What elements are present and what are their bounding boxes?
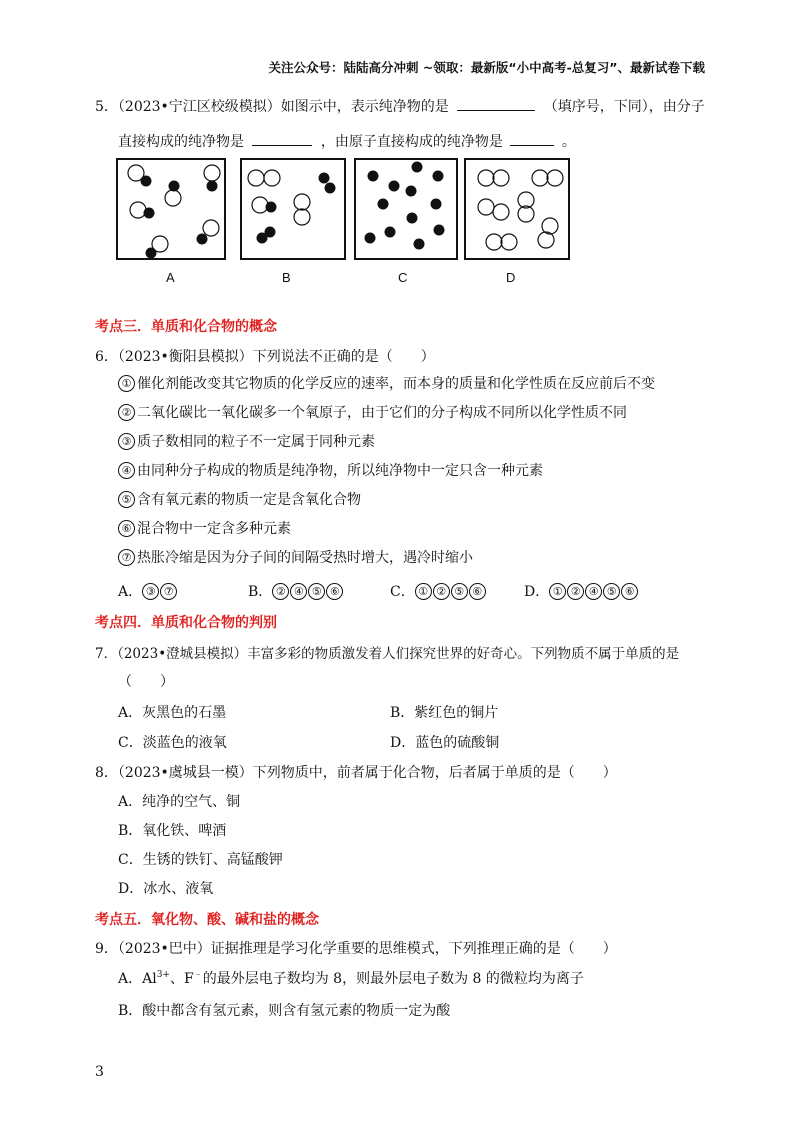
q6-item-3 xyxy=(118,431,375,451)
particle xyxy=(294,194,310,210)
particle xyxy=(532,170,548,186)
particle-diagram-d xyxy=(466,160,568,258)
q6-item-6 xyxy=(118,518,291,538)
option-number: ⑤ xyxy=(451,583,468,600)
item-number: ⑦ xyxy=(118,549,135,566)
particle xyxy=(478,199,494,215)
q5-text: 5．（2023•宁江区校级模拟）如图示中，表示纯净物的是 xyxy=(95,99,449,115)
item-text: 催化剂能改变其它物质的化学反应的速率，而本身的质量和化学性质在反应前后不变 xyxy=(137,376,655,392)
q5-blank-1[interactable] xyxy=(457,96,535,111)
particle-box-b xyxy=(240,158,346,260)
item-text: 由同种分子构成的物质是纯净物，所以纯净物中一定只含一种元素 xyxy=(137,463,543,479)
option-text: 的最外层电子数均为 8，则最外层电子数为 8 的微粒均为离子 xyxy=(202,971,584,987)
particle xyxy=(252,197,268,213)
particle xyxy=(130,202,146,218)
particle-box-a xyxy=(116,158,226,260)
particle xyxy=(406,186,417,197)
q6-item-4 xyxy=(118,460,543,480)
q7-stem: 7．（2023•澄城县模拟）丰富多彩的物质激发着人们探究世界的好奇心。下列物质不属于单质的是 xyxy=(95,646,680,662)
particle xyxy=(368,171,379,182)
item-text: 质子数相同的粒子不一定属于同种元素 xyxy=(137,434,375,450)
q8-option-d[interactable]: D．冰水、液氧 xyxy=(118,881,214,897)
q5-text: （填序号，下同），由分子 xyxy=(543,99,705,115)
option-label: B． xyxy=(248,584,273,600)
particle xyxy=(248,170,264,186)
particle xyxy=(486,234,502,250)
particle xyxy=(412,162,423,173)
particle xyxy=(319,173,330,184)
item-number: ⑤ xyxy=(118,491,135,508)
q5-line2 xyxy=(118,131,576,151)
particle xyxy=(385,227,396,238)
particle xyxy=(547,170,563,186)
particle xyxy=(325,183,336,194)
q7-option-c[interactable]: C．淡蓝色的液氧 xyxy=(118,735,227,751)
particle xyxy=(146,248,157,259)
q8-option-b[interactable]: B．氧化铁、啤酒 xyxy=(118,823,227,839)
item-text: 含有氧元素的物质一定是含氧化合物 xyxy=(137,492,361,508)
particle-diagram-c xyxy=(356,160,456,258)
option-number: ⑥ xyxy=(621,583,638,600)
q6-stem: 6．（2023•衡阳县模拟）下列说法不正确的是（ ） xyxy=(95,349,435,365)
q9-option-a[interactable] xyxy=(118,968,584,988)
option-number: ⑥ xyxy=(326,583,343,600)
page-header: 关注公众号：陆陆高分冲刺 ~领取：最新版“小中高考-总复习”、最新试卷下载 xyxy=(268,60,705,75)
page-number: 3 xyxy=(95,1064,104,1080)
particle-diagram-b xyxy=(242,160,344,258)
particle xyxy=(141,176,152,187)
section-5-title: 考点五．氧化物、酸、碱和盐的概念 xyxy=(95,912,319,928)
item-number: ① xyxy=(118,375,135,392)
q5-text: 直接构成的纯净物是 xyxy=(118,134,244,150)
q7-option-a[interactable]: A．灰黑色的石墨 xyxy=(118,705,227,721)
item-text: 混合物中一定含多种元素 xyxy=(137,521,291,537)
particle xyxy=(144,208,155,219)
particle xyxy=(407,213,418,224)
item-number: ② xyxy=(118,404,135,421)
option-number: ⑤ xyxy=(308,583,325,600)
particle xyxy=(265,227,276,238)
particle xyxy=(266,202,277,213)
q7-paren: （ ） xyxy=(118,674,174,690)
option-number: ④ xyxy=(585,583,602,600)
particle xyxy=(197,234,208,245)
q9-stem: 9．（2023•巴中）证据推理是学习化学重要的思维模式，下列推理正确的是（ ） xyxy=(95,941,617,957)
particle xyxy=(538,232,554,248)
option-number: ① xyxy=(415,583,432,600)
particle xyxy=(501,234,517,250)
q9-option-b[interactable]: B．酸中都含有氢元素，则含有氢元素的物质一定为酸 xyxy=(118,1003,451,1019)
q6-option-c[interactable] xyxy=(390,581,487,601)
option-number: ④ xyxy=(290,583,307,600)
box-label-c: C xyxy=(398,270,408,285)
option-number: ① xyxy=(549,583,566,600)
particle xyxy=(204,165,220,181)
q7-option-d[interactable]: D．蓝色的硫酸铜 xyxy=(390,735,500,751)
particle xyxy=(433,171,444,182)
particle-diagram-a xyxy=(118,160,224,258)
q7-option-b[interactable]: B．紫红色的铜片 xyxy=(390,705,499,721)
option-label: D． xyxy=(524,584,550,600)
particle xyxy=(478,170,494,186)
option-number: ② xyxy=(567,583,584,600)
charge-superscript: ﹣ xyxy=(193,970,203,980)
option-label: C． xyxy=(390,584,415,600)
section-3-title: 考点三．单质和化合物的概念 xyxy=(95,319,277,335)
particle xyxy=(431,199,442,210)
q6-item-5 xyxy=(118,489,361,509)
particle xyxy=(389,181,400,192)
q5-line1 xyxy=(95,96,705,116)
option-number: ⑤ xyxy=(603,583,620,600)
q5-blank-2[interactable] xyxy=(252,131,312,146)
item-number: ④ xyxy=(118,462,135,479)
particle xyxy=(493,204,509,220)
particle xyxy=(264,170,280,186)
q8-stem: 8．（2023•虞城县一模）下列物质中，前者属于化合物，后者属于单质的是（ ） xyxy=(95,765,617,781)
charge-superscript: 3+ xyxy=(156,970,170,980)
q5-text: ，由原子直接构成的纯净物是 xyxy=(320,134,503,150)
particle xyxy=(294,209,310,225)
box-label-d: D xyxy=(506,270,516,285)
item-text: 热胀冷缩是因为分子间的间隔受热时增大，遇冷时缩小 xyxy=(137,550,473,566)
option-number: ⑦ xyxy=(160,583,177,600)
particle xyxy=(378,199,389,210)
q8-option-c[interactable]: C．生锈的铁钉、高锰酸钾 xyxy=(118,852,283,868)
item-number: ⑥ xyxy=(118,520,135,537)
q6-option-d[interactable] xyxy=(524,581,639,601)
box-label-a: A xyxy=(166,270,175,285)
particle-box-c xyxy=(354,158,458,260)
particle-box-d xyxy=(464,158,570,260)
particle xyxy=(207,181,218,192)
option-number: ② xyxy=(272,583,289,600)
option-label: A． xyxy=(118,584,143,600)
q6-item-1 xyxy=(118,373,655,393)
q8-option-a[interactable]: A．纯净的空气、铜 xyxy=(118,794,241,810)
q6-item-7 xyxy=(118,547,473,567)
section-4-title: 考点四．单质和化合物的判别 xyxy=(95,615,277,631)
particle xyxy=(203,220,219,236)
particle xyxy=(365,233,376,244)
option-number: ② xyxy=(433,583,450,600)
particle xyxy=(165,190,181,206)
particle xyxy=(493,170,509,186)
q6-option-a[interactable] xyxy=(118,581,178,601)
item-number: ③ xyxy=(118,433,135,450)
particle xyxy=(434,225,445,236)
option-number: ⑥ xyxy=(469,583,486,600)
option-number: ③ xyxy=(142,583,159,600)
item-text: 二氧化碳比一氧化碳多一个氧原子，由于它们的分子构成不同所以化学性质不同 xyxy=(137,405,627,421)
option-text: A．Al xyxy=(118,971,157,987)
option-text: 、F xyxy=(169,971,194,987)
q5-blank-3[interactable] xyxy=(510,131,554,146)
q6-option-b[interactable] xyxy=(248,581,344,601)
q6-item-2 xyxy=(118,402,627,422)
q5-text: 。 xyxy=(561,134,576,150)
particle xyxy=(414,239,425,250)
box-label-b: B xyxy=(282,270,291,285)
